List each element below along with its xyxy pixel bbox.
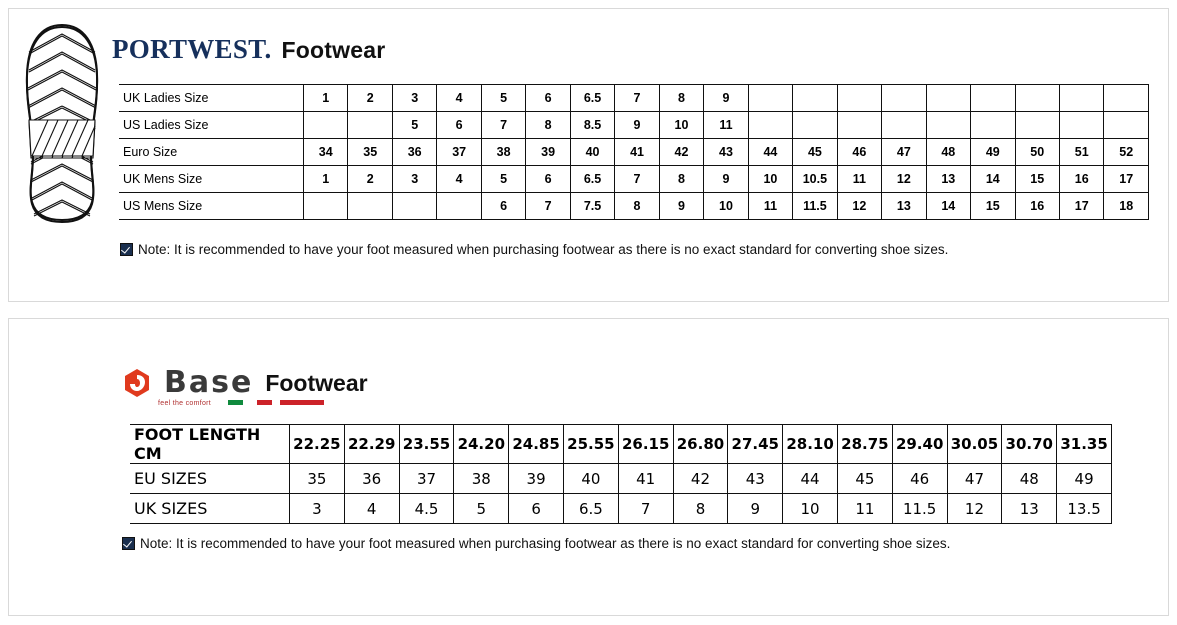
table-cell: 15: [971, 193, 1015, 220]
table-cell: 46: [837, 139, 881, 166]
table-cell: 13.5: [1057, 494, 1112, 524]
table-cell: [971, 85, 1015, 112]
base-category-label: Footwear: [265, 369, 368, 396]
table-row: [119, 112, 1149, 139]
table-cell: 26.80: [673, 425, 728, 464]
table-cell: [1015, 85, 1059, 112]
table-cell: 13: [882, 193, 926, 220]
row-label: US Ladies Size: [119, 112, 304, 139]
table-cell: 24.20: [454, 425, 509, 464]
table-cell: 30.70: [1002, 425, 1057, 464]
table-row: [119, 85, 1149, 112]
table-cell: 34: [304, 139, 348, 166]
table-cell: 45: [793, 139, 837, 166]
table-cell: 6: [509, 494, 564, 524]
table-cell: 3: [392, 166, 436, 193]
table-cell: 47: [882, 139, 926, 166]
table-cell: 37: [437, 139, 481, 166]
table-cell: 8: [659, 85, 703, 112]
table-cell: [392, 193, 436, 220]
table-cell: 8: [615, 193, 659, 220]
table-cell: 7: [481, 112, 525, 139]
table-cell: [304, 112, 348, 139]
table-cell: 36: [392, 139, 436, 166]
portwest-logo: PORTWEST.: [112, 34, 272, 64]
table-cell: 5: [481, 85, 525, 112]
portwest-note: [120, 242, 948, 257]
table-cell: [926, 85, 970, 112]
table-cell: 47: [947, 464, 1002, 494]
table-cell: 11.5: [793, 193, 837, 220]
base-brand-header: [122, 365, 368, 400]
table-cell: 10.5: [793, 166, 837, 193]
table-cell: [1104, 85, 1149, 112]
table-cell: 41: [615, 139, 659, 166]
table-cell: 48: [926, 139, 970, 166]
table-cell: 5: [392, 112, 436, 139]
table-cell: 41: [618, 464, 673, 494]
table-cell: [1104, 112, 1149, 139]
table-cell: 7: [526, 193, 570, 220]
portwest-category-label: Footwear: [281, 37, 386, 63]
row-label: UK Ladies Size: [119, 85, 304, 112]
shoe-sole-icon: [22, 22, 102, 222]
table-cell: 42: [673, 464, 728, 494]
table-cell: 7: [615, 85, 659, 112]
base-size-table-wrap: [130, 424, 1112, 524]
table-cell: [1059, 85, 1103, 112]
table-cell: 9: [615, 112, 659, 139]
table-cell: [793, 85, 837, 112]
table-cell: 7: [615, 166, 659, 193]
table-cell: 4.5: [399, 494, 454, 524]
table-cell: 26.15: [618, 425, 673, 464]
table-row: [130, 464, 1112, 494]
table-cell: 31.35: [1057, 425, 1112, 464]
table-cell: 25.55: [563, 425, 618, 464]
table-cell: [837, 112, 881, 139]
table-row: [119, 193, 1149, 220]
table-cell: 51: [1059, 139, 1103, 166]
table-cell: 9: [728, 494, 783, 524]
table-cell: 24.85: [509, 425, 564, 464]
table-cell: 3: [392, 85, 436, 112]
table-cell: 28.75: [837, 425, 892, 464]
table-cell: 17: [1104, 166, 1149, 193]
table-cell: [971, 112, 1015, 139]
table-cell: 40: [570, 139, 614, 166]
table-cell: 35: [348, 139, 392, 166]
row-label: EU SIZES: [130, 464, 290, 494]
table-cell: 38: [454, 464, 509, 494]
table-cell: 14: [971, 166, 1015, 193]
row-label: UK Mens Size: [119, 166, 304, 193]
row-label: UK SIZES: [130, 494, 290, 524]
table-cell: 13: [926, 166, 970, 193]
table-row: [119, 139, 1149, 166]
table-cell: 11: [837, 494, 892, 524]
table-cell: 5: [454, 494, 509, 524]
table-cell: 50: [1015, 139, 1059, 166]
table-cell: 44: [783, 464, 838, 494]
table-cell: 11.5: [892, 494, 947, 524]
table-cell: 5: [481, 166, 525, 193]
table-cell: 18: [1104, 193, 1149, 220]
table-cell: 8: [526, 112, 570, 139]
table-cell: 8: [673, 494, 728, 524]
table-cell: [926, 112, 970, 139]
table-cell: 16: [1015, 193, 1059, 220]
table-cell: 13: [1002, 494, 1057, 524]
table-cell: 27.45: [728, 425, 783, 464]
table-cell: 52: [1104, 139, 1149, 166]
table-cell: 6: [526, 166, 570, 193]
table-cell: 48: [1002, 464, 1057, 494]
portwest-size-table-wrap: [119, 84, 1149, 220]
table-cell: 6: [526, 85, 570, 112]
row-label: FOOT LENGTH CM: [130, 425, 290, 464]
table-cell: 9: [704, 85, 748, 112]
base-tagline: feel the comfort: [158, 400, 212, 407]
table-cell: 39: [526, 139, 570, 166]
table-cell: [748, 112, 792, 139]
table-cell: 39: [509, 464, 564, 494]
table-cell: 9: [659, 193, 703, 220]
portwest-brand-header: [112, 36, 385, 64]
table-cell: 46: [892, 464, 947, 494]
table-row: [119, 166, 1149, 193]
row-label: US Mens Size: [119, 193, 304, 220]
base-note: [122, 536, 950, 551]
table-cell: 30.05: [947, 425, 1002, 464]
table-cell: 3: [290, 494, 345, 524]
table-cell: [837, 85, 881, 112]
italy-flag-icon: [228, 400, 272, 405]
table-cell: 45: [837, 464, 892, 494]
table-cell: [304, 193, 348, 220]
table-cell: [748, 85, 792, 112]
table-cell: 10: [659, 112, 703, 139]
table-cell: 9: [704, 166, 748, 193]
table-cell: 22.25: [290, 425, 345, 464]
table-cell: 12: [837, 193, 881, 220]
table-cell: 10: [748, 166, 792, 193]
table-cell: 23.55: [399, 425, 454, 464]
table-cell: 17: [1059, 193, 1103, 220]
table-cell: 38: [481, 139, 525, 166]
table-cell: 11: [748, 193, 792, 220]
portwest-size-table: [119, 84, 1149, 220]
table-cell: 36: [344, 464, 399, 494]
table-cell: 8: [659, 166, 703, 193]
table-cell: 4: [437, 166, 481, 193]
base-logo-icon: [122, 368, 152, 398]
table-cell: 12: [882, 166, 926, 193]
table-cell: 43: [728, 464, 783, 494]
table-cell: 40: [563, 464, 618, 494]
table-cell: 4: [344, 494, 399, 524]
table-cell: 16: [1059, 166, 1103, 193]
table-cell: 35: [290, 464, 345, 494]
red-bar-icon: [280, 400, 324, 405]
table-cell: 1: [304, 85, 348, 112]
table-cell: 12: [947, 494, 1002, 524]
table-cell: 44: [748, 139, 792, 166]
table-cell: 6.5: [570, 166, 614, 193]
portwest-note-text: Note: It is recommended to have your foot measured when purchasing footwear as there is no exact standard for converting shoe sizes.: [138, 242, 949, 257]
table-cell: [882, 85, 926, 112]
table-cell: 6: [437, 112, 481, 139]
table-cell: 2: [348, 166, 392, 193]
table-cell: [1059, 112, 1103, 139]
table-cell: [348, 193, 392, 220]
table-cell: [882, 112, 926, 139]
table-cell: 42: [659, 139, 703, 166]
table-row: [130, 425, 1112, 464]
table-cell: 4: [437, 85, 481, 112]
table-cell: 15: [1015, 166, 1059, 193]
base-wordmark: Base: [164, 365, 254, 400]
table-cell: 7.5: [570, 193, 614, 220]
table-cell: 10: [704, 193, 748, 220]
table-cell: 11: [704, 112, 748, 139]
table-cell: 1: [304, 166, 348, 193]
table-cell: 49: [1057, 464, 1112, 494]
table-cell: 6: [481, 193, 525, 220]
table-cell: [793, 112, 837, 139]
table-cell: 29.40: [892, 425, 947, 464]
table-cell: 6.5: [563, 494, 618, 524]
table-cell: [437, 193, 481, 220]
checkbox-icon: [120, 243, 133, 256]
table-cell: 22.29: [344, 425, 399, 464]
table-cell: 43: [704, 139, 748, 166]
checkbox-icon: [122, 537, 135, 550]
table-cell: 28.10: [783, 425, 838, 464]
table-cell: 11: [837, 166, 881, 193]
table-cell: 2: [348, 85, 392, 112]
table-cell: [1015, 112, 1059, 139]
table-row: [130, 494, 1112, 524]
table-cell: 14: [926, 193, 970, 220]
table-cell: 7: [618, 494, 673, 524]
table-cell: 6.5: [570, 85, 614, 112]
row-label: Euro Size: [119, 139, 304, 166]
table-cell: 10: [783, 494, 838, 524]
base-note-text: Note: It is recommended to have your foot measured when purchasing footwear as there is no exact standard for converting shoe sizes.: [140, 536, 951, 551]
table-cell: [348, 112, 392, 139]
table-cell: 49: [971, 139, 1015, 166]
base-size-table: [130, 424, 1112, 524]
table-cell: 37: [399, 464, 454, 494]
table-cell: 8.5: [570, 112, 614, 139]
